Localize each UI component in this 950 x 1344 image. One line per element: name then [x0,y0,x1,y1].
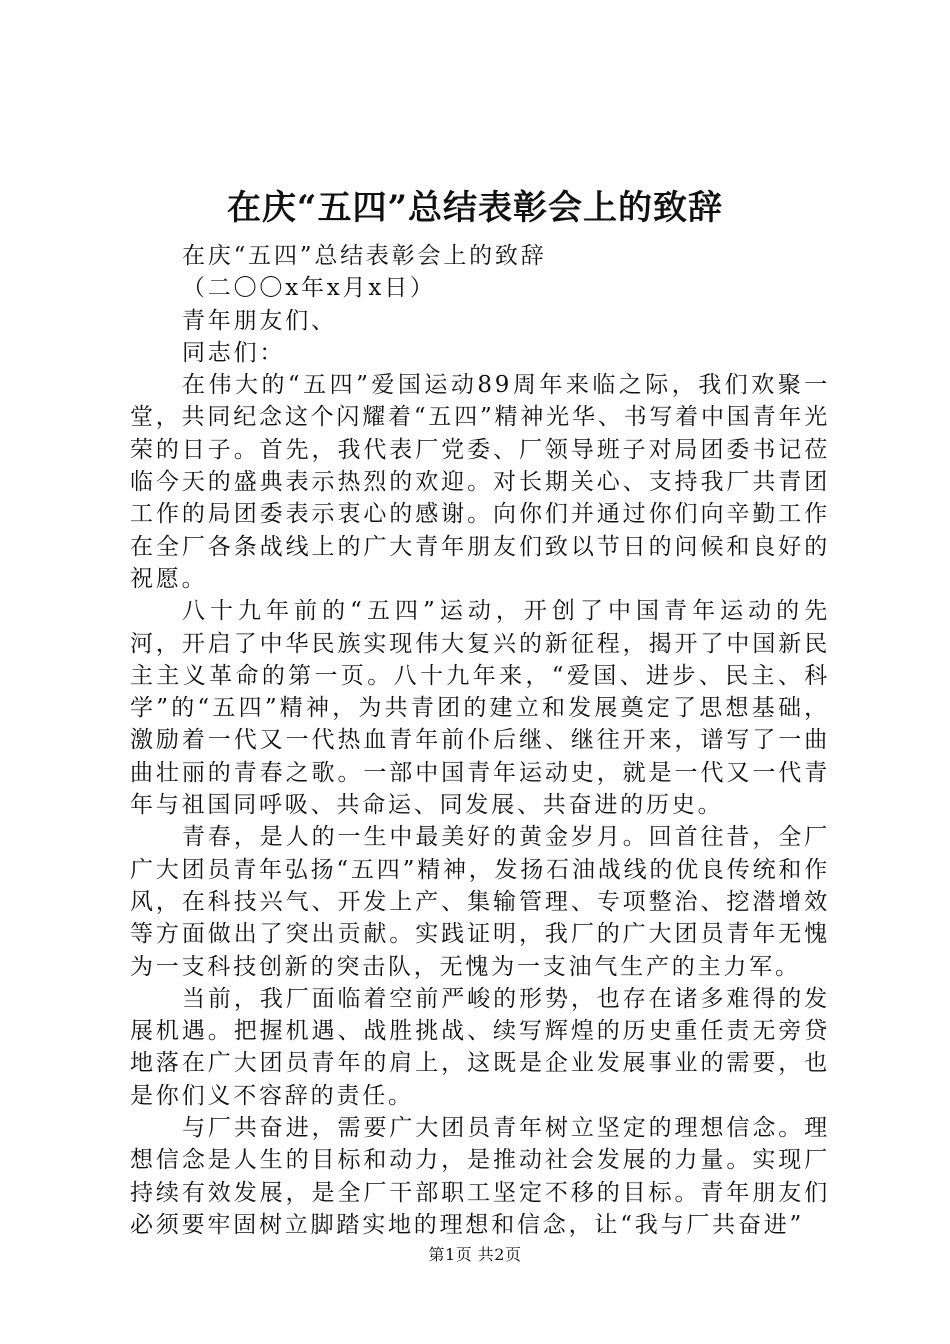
salutation-line: 同志们： [182,339,286,366]
document-title: 在庆“五四”总结表彰会上的致辞 [226,188,724,228]
body-paragraph: 与厂共奋进，需要广大团员青年树立坚定的理想信念。理想信念是人生的目标和动力，是推动社会发展的力量。实现厂持续有效发展，是全厂干部职工坚定不移的目标。青年朋友们必须要牢固树立脚踏实地的理想和信念，让“我与厂共奋进” [130,1115,830,1238]
body-paragraph: 在伟大的“五四”爱国运动89周年来临之际，我们欢聚一堂，共同纪念这个闪耀着“五四”精神光华、书写着中国青年光荣的日子。首先，我代表厂党委、厂领导班子对局团委书记莅临今天的盛典表示热烈的欢迎。对长期关心、支持我厂共青团工作的局团委表示衷心的感谢。向你们并通过你们向辛勤工作在全厂各条战线上的广大青年朋友们致以节日的问候和良好的祝愿。 [130,372,830,592]
body-paragraph: 八十九年前的“五四”运动，开创了中国青年运动的先河，开启了中华民族实现伟大复兴的新征程，揭开了中国新民主主义革命的第一页。八十九年来，“爱国、进步、民主、科学”的“五四”精神，为共青团的建立和发展奠定了思想基础，激励着一代又一代热血青年前仆后继、继往开来，谱写了一曲曲壮丽的青春之歌。一部中国青年运动史，就是一代又一代青年与祖国同呼吸、共命运、同发展、共奋进的历史。 [130,598,830,819]
salutation-line: 青年朋友们、 [182,307,337,334]
page-footer: 第1页 共2页 [428,1245,522,1264]
body-paragraph: 青春，是人的一生中最美好的黄金岁月。回首往昔，全厂广大团员青年弘扬“五四”精神，发扬石油战线的优良传统和作风，在科技兴气、开发上产、集输管理、专项整治、挖潜增效等方面做出了突出贡献。实践证明，我厂的广大团员青年无愧为一支科技创新的突击队，无愧为一支油气生产的主力军。 [130,824,830,980]
body-paragraph: 当前，我厂面临着空前严峻的形势，也存在诸多难得的发展机遇。把握机遇、战胜挑战、续写辉煌的历史重任责无旁贷地落在广大团员青年的肩上，这既是企业发展事业的需要，也是你们义不容辞的责任。 [130,985,830,1109]
date-line: （二〇〇x年x月x日） [182,275,436,302]
subtitle-line: 在庆“五四”总结表彰会上的致辞 [182,243,547,269]
document-body [130,240,830,1241]
